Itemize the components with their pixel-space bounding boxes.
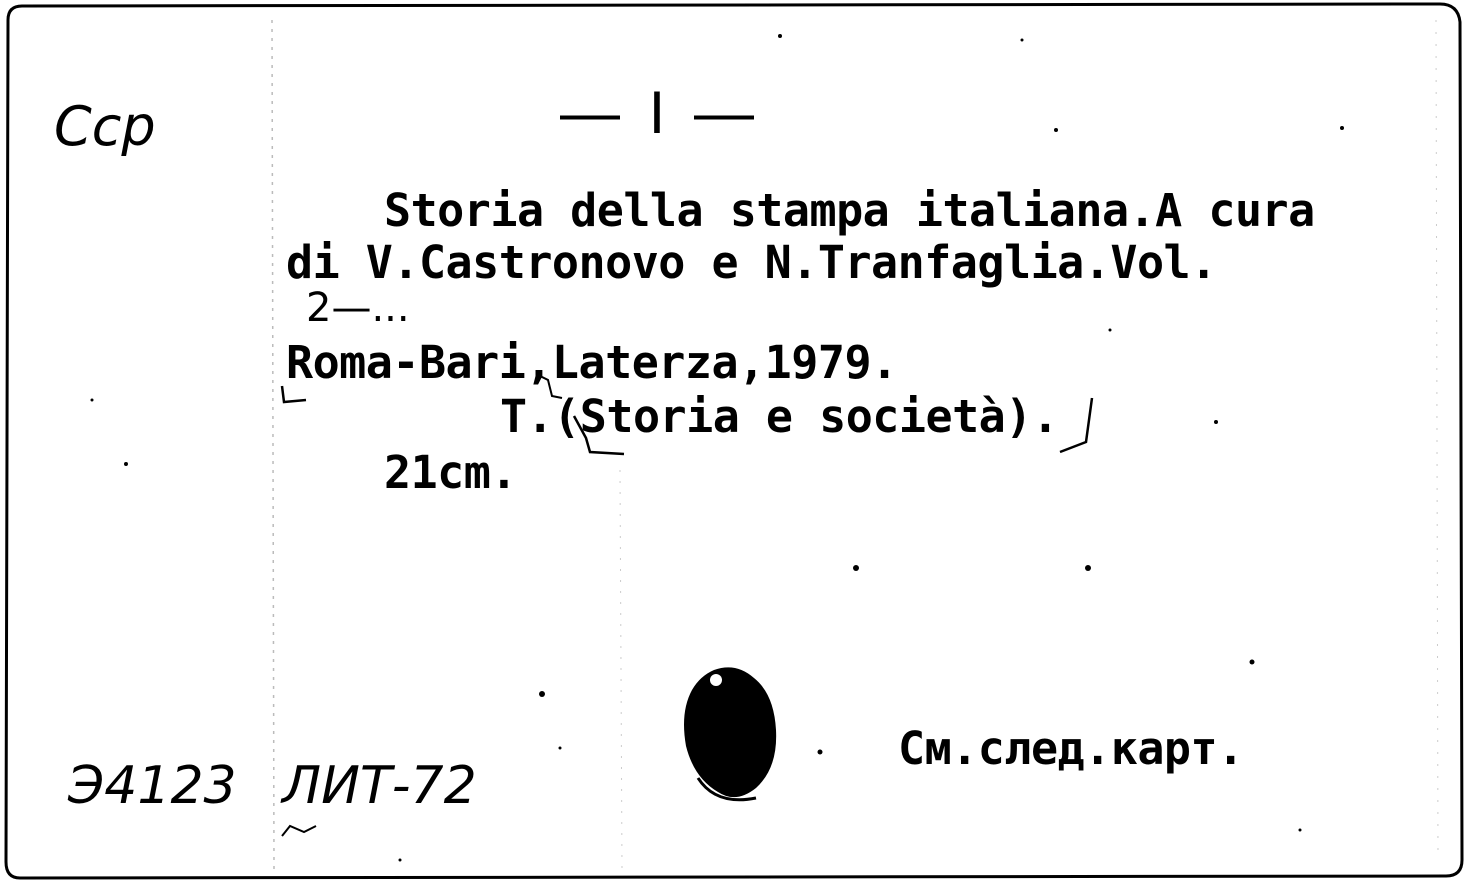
series-line: T.(Storia e società). [500, 390, 1059, 443]
imprint-line: Roma-Bari,Laterza,1979. [286, 336, 898, 389]
title-line-2: di V.Castronovo e N.Tranfaglia.Vol. [286, 236, 1217, 289]
see-next-card-note: См.след.карт. [898, 722, 1244, 775]
shelf-mark: ЛИТ-72 [282, 756, 477, 816]
ink-blot [676, 660, 786, 810]
title-line-1: Storia della stampa italiana.A cura [384, 184, 1315, 237]
page-number: — I — [560, 79, 761, 146]
accession-number: Э4123 [68, 756, 237, 816]
classification-mark: Ccp [54, 95, 156, 158]
volume-note: 2—... [306, 285, 410, 331]
size-line: 21cm. [384, 446, 517, 499]
